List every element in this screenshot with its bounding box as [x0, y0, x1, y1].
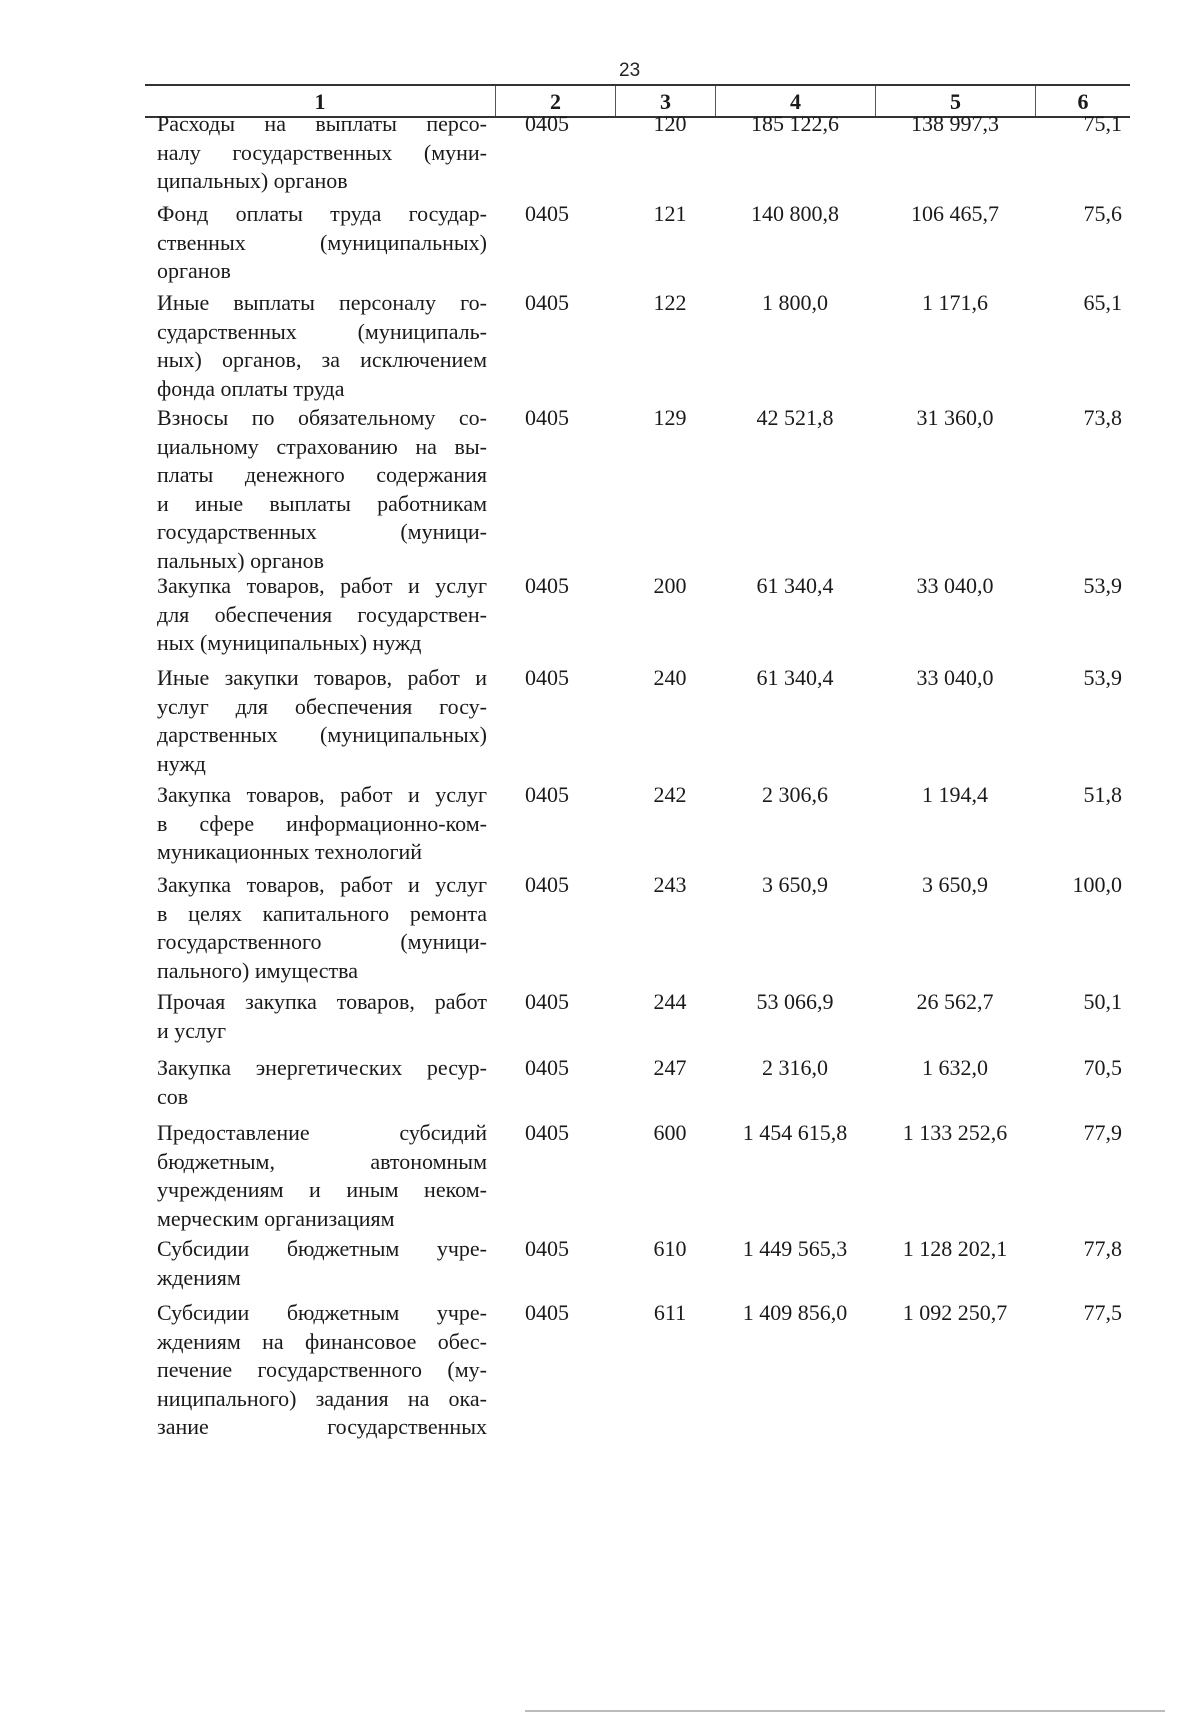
description-line: пальных) органов [157, 547, 325, 573]
page-number: 23 [619, 60, 641, 81]
description-line: Предоставление субсидий [157, 1120, 487, 1145]
row-description [157, 871, 487, 985]
section-code: 0405 [525, 1055, 569, 1080]
actual-amount: 26 562,7 [916, 989, 994, 1014]
actual-amount: 3 650,9 [922, 872, 988, 897]
description-line: бюджетным, автономным [157, 1148, 487, 1174]
header-col-2: 2 [495, 86, 615, 116]
expense-kind: 243 [653, 872, 687, 897]
planned-amount: 1 454 615,8 [742, 1120, 848, 1145]
description-line: и иные выплаты работникам [157, 490, 487, 516]
execution-percent: 75,6 [1083, 201, 1122, 226]
description-line: государственных (муници- [157, 519, 487, 544]
planned-amount: 185 122,6 [751, 111, 839, 136]
execution-percent: 73,8 [1083, 405, 1122, 430]
description-line: циальному страхованию на вы- [157, 433, 487, 459]
actual-amount: 1 133 252,6 [902, 1120, 1008, 1145]
description-line: Закупка товаров, работ и услуг [157, 782, 487, 807]
actual-amount: 1 632,0 [922, 1055, 988, 1080]
section-code: 0405 [525, 872, 569, 897]
section-code: 0405 [525, 1300, 569, 1325]
actual-amount: 33 040,0 [916, 573, 994, 598]
row-description [157, 988, 487, 1045]
execution-percent: 53,9 [1083, 573, 1122, 598]
description-line: для обеспечения государствен- [157, 601, 487, 627]
description-line: мерческим организациям [157, 1205, 395, 1231]
description-line: Субсидии бюджетным учре- [157, 1236, 487, 1261]
description-line: Закупка товаров, работ и услуг [157, 573, 487, 598]
execution-percent: 65,1 [1083, 290, 1122, 315]
section-code: 0405 [525, 665, 569, 690]
actual-amount: 31 360,0 [916, 405, 994, 430]
planned-amount: 2 306,6 [762, 782, 828, 807]
header-col-6: 6 [1035, 86, 1130, 116]
expense-kind: 242 [653, 782, 687, 807]
section-code: 0405 [525, 201, 569, 226]
execution-percent: 100,0 [1072, 872, 1122, 897]
header-col-4: 4 [715, 86, 875, 116]
section-code: 0405 [525, 1120, 569, 1145]
description-line: Субсидии бюджетным учре- [157, 1300, 487, 1325]
actual-amount: 1 092 250,7 [902, 1300, 1008, 1325]
expense-kind: 121 [653, 201, 687, 226]
actual-amount: 138 997,3 [911, 111, 999, 136]
row-description [157, 1054, 487, 1111]
header-col-1: 1 [314, 89, 326, 114]
expense-kind: 129 [653, 405, 687, 430]
description-line: пального) имущества [157, 957, 359, 983]
expense-kind: 240 [653, 665, 687, 690]
planned-amount: 61 340,4 [756, 573, 834, 598]
expense-kind: 247 [653, 1055, 687, 1080]
execution-percent: 53,9 [1083, 665, 1122, 690]
section-code: 0405 [525, 405, 569, 430]
section-code: 0405 [525, 989, 569, 1014]
execution-percent: 77,5 [1083, 1300, 1122, 1325]
row-description [157, 1235, 487, 1292]
description-line: ждениям на финансовое обес- [157, 1328, 487, 1354]
execution-percent: 77,8 [1083, 1236, 1122, 1261]
expense-kind: 610 [653, 1236, 687, 1261]
description-line: государственного (муници- [157, 929, 487, 954]
row-description [157, 1119, 487, 1233]
budget-table [145, 84, 1130, 1439]
planned-amount: 1 449 565,3 [742, 1236, 848, 1261]
execution-percent: 75,1 [1083, 111, 1122, 136]
row-description [157, 110, 487, 196]
description-line: учреждениям и иным неком- [157, 1177, 487, 1202]
actual-amount: 1 128 202,1 [902, 1236, 1008, 1261]
description-line: Закупка энергетических ресур- [157, 1055, 487, 1080]
description-line: Взносы по обязательному со- [157, 405, 487, 430]
section-code: 0405 [525, 111, 569, 136]
expense-kind: 600 [653, 1120, 687, 1145]
description-line: Закупка товаров, работ и услуг [157, 872, 487, 897]
row-description [157, 289, 487, 403]
section-code: 0405 [525, 782, 569, 807]
actual-amount: 1 194,4 [922, 782, 988, 807]
execution-percent: 77,9 [1083, 1120, 1122, 1145]
planned-amount: 1 800,0 [762, 290, 828, 315]
description-line: ниципального) задания на ока- [157, 1385, 487, 1411]
header-col-5: 5 [875, 86, 1035, 116]
description-line: ных) органов, за исключением [157, 347, 487, 372]
row-description [157, 572, 487, 658]
row-description [157, 404, 487, 575]
header-col-3: 3 [615, 86, 715, 116]
execution-percent: 70,5 [1083, 1055, 1122, 1080]
bottom-rule [525, 1710, 1165, 1712]
planned-amount: 3 650,9 [762, 872, 828, 897]
row-description [157, 1299, 487, 1442]
description-line: дарственных (муниципальных) [157, 722, 487, 747]
description-line: ципальных) органов [157, 168, 348, 193]
description-line: ждениям [157, 1264, 241, 1290]
planned-amount: 42 521,8 [756, 405, 834, 430]
actual-amount: 1 171,6 [922, 290, 988, 315]
planned-amount: 140 800,8 [751, 201, 839, 226]
section-code: 0405 [525, 1236, 569, 1261]
section-code: 0405 [525, 573, 569, 598]
planned-amount: 2 316,0 [762, 1055, 828, 1080]
description-line: фонда оплаты труда [157, 375, 345, 401]
row-description [157, 781, 487, 867]
description-line: в целях капитального ремонта [157, 900, 487, 926]
description-line: налу государственных (муни- [157, 139, 487, 165]
expense-kind: 611 [653, 1300, 687, 1325]
description-line: Иные выплаты персоналу го- [157, 290, 487, 315]
description-line: печение государственного (му- [157, 1357, 487, 1382]
row-description [157, 664, 487, 778]
row-description [157, 200, 487, 286]
actual-amount: 106 465,7 [911, 201, 999, 226]
planned-amount: 1 409 856,0 [742, 1300, 848, 1325]
description-line: зание государственных [157, 1414, 487, 1439]
expense-kind: 200 [653, 573, 687, 598]
section-code: 0405 [525, 290, 569, 315]
description-line: сударственных (муниципаль- [157, 318, 487, 344]
description-line: платы денежного содержания [157, 462, 487, 487]
description-line: органов [157, 258, 231, 283]
description-line: услуг для обеспечения госу- [157, 693, 487, 719]
planned-amount: 53 066,9 [756, 989, 834, 1014]
description-line: Расходы на выплаты персо- [157, 111, 487, 136]
description-line: сов [157, 1083, 189, 1109]
expense-kind: 122 [653, 290, 687, 315]
description-line: ных (муниципальных) нужд [157, 630, 422, 655]
description-line: ственных (муниципальных) [157, 229, 487, 255]
planned-amount: 61 340,4 [756, 665, 834, 690]
description-line: Фонд оплаты труда государ- [157, 201, 487, 226]
execution-percent: 50,1 [1083, 989, 1122, 1014]
description-line: в сфере информационно-ком- [157, 810, 487, 836]
description-line: и услуг [157, 1017, 227, 1043]
expense-kind: 120 [653, 111, 687, 136]
description-line: муникационных технологий [157, 839, 423, 864]
description-line: нужд [157, 750, 206, 776]
description-line: Иные закупки товаров, работ и [157, 665, 487, 690]
execution-percent: 51,8 [1083, 782, 1122, 807]
expense-kind: 244 [653, 989, 687, 1014]
description-line: Прочая закупка товаров, работ [157, 989, 487, 1014]
actual-amount: 33 040,0 [916, 665, 994, 690]
